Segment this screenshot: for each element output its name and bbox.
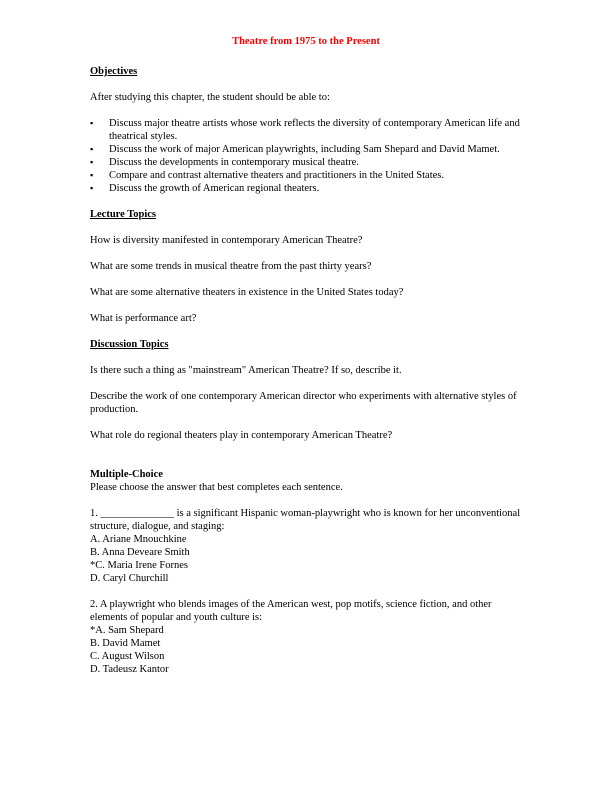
objective-item: ▪ Discuss major theatre artists whose work reflects the diversity of contemporary American life and theatrical styles. — [90, 117, 522, 143]
discussion-topic: What role do regional theaters play in contemporary American Theatre? — [90, 430, 393, 441]
lecture-topic: What are some trends in musical theatre from the past thirty years? — [90, 261, 372, 272]
answer-option: C. August Wilson — [90, 651, 165, 662]
objective-item: ▪ Compare and contrast alternative theaters and practitioners in the United States. — [90, 169, 522, 182]
answer-option: B. Anna Deveare Smith — [90, 547, 190, 558]
objectives-intro: After studying this chapter, the student should be able to: — [90, 92, 330, 103]
multiple-choice-heading: Multiple-Choice — [90, 469, 163, 480]
answer-option: B. David Mamet — [90, 638, 161, 649]
lecture-topic: What are some alternative theaters in existence in the United States today? — [90, 287, 404, 298]
answer-option: *C. Maria Irene Fornes — [90, 560, 188, 571]
answer-option: D. Tadeusz Kantor — [90, 664, 169, 675]
question-text: 2. A playwright who blends images of the American west, pop motifs, science fiction, and other elements of popular and youth culture is: — [90, 599, 492, 623]
discussion-topic: Describe the work of one contemporary American director who experiments with alternative styles of production. — [90, 391, 517, 415]
answer-option: A. Ariane Mnouchkine — [90, 534, 187, 545]
discussion-topics-heading: Discussion Topics — [90, 339, 169, 350]
objectives-heading: Objectives — [90, 66, 138, 77]
question-text: 1. ______________ is a significant Hispanic woman-playwright who is known for her unconventional structure, dialogue, and staging: — [90, 508, 521, 532]
lecture-topic: What is performance art? — [90, 313, 197, 324]
objective-item: ▪ Discuss the growth of American regional theaters. — [90, 182, 522, 195]
answer-option: *A. Sam Shepard — [90, 625, 164, 636]
objective-item: ▪ Discuss the work of major American playwrights, including Sam Shepard and David Mamet. — [90, 143, 522, 156]
page-title: Theatre from 1975 to the Present — [232, 36, 380, 47]
question-block — [90, 507, 522, 585]
question-block — [90, 598, 522, 676]
objective-item: ▪ Discuss the developments in contemporary musical theatre. — [90, 156, 522, 169]
multiple-choice-instructions: Please choose the answer that best completes each sentence. — [90, 482, 343, 493]
lecture-topics-heading: Lecture Topics — [90, 209, 157, 220]
answer-option: D. Caryl Churchill — [90, 573, 169, 584]
section-spacer — [90, 455, 522, 468]
lecture-topic: How is diversity manifested in contemporary American Theatre? — [90, 235, 363, 246]
objectives-list — [90, 117, 522, 195]
discussion-topic: Is there such a thing as "mainstream" American Theatre? If so, describe it. — [90, 365, 402, 376]
